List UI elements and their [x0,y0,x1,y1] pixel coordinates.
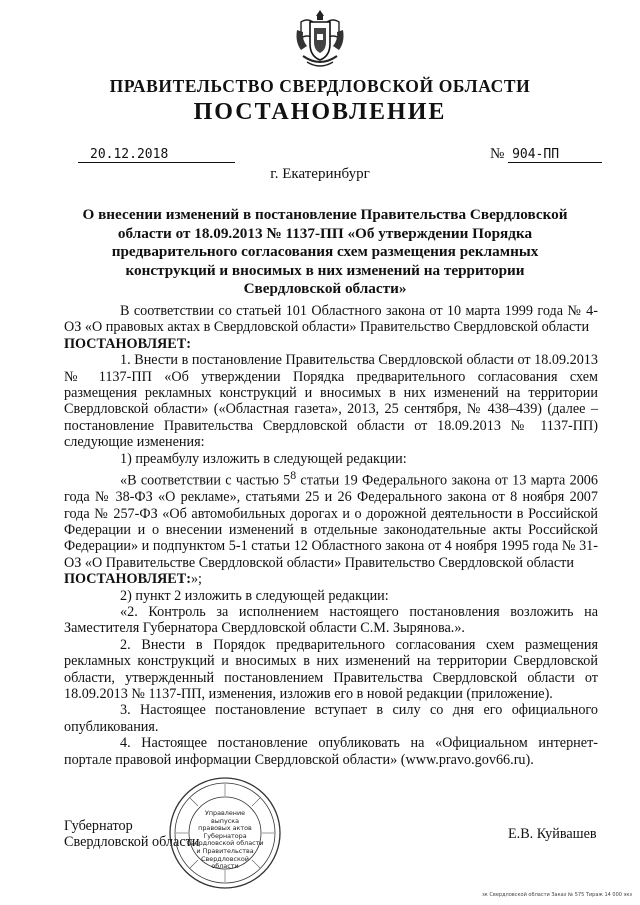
paragraph-2: 2. Внести в Порядок предварительного согласования схем размещения рекламных конструкций и вносимых в них изменений на территории Свердловской области, утвержденный постановлением Правительства Свердловской области от 18.09.2013 № 1137-ПП, изменения, изложив его в новой редакции (приложение). [64,636,598,703]
document-type: ПОСТАНОВЛЕНИЕ [193,99,447,125]
quote-decides [64,571,598,587]
quote-part-b: статьи 19 Федерального закона от 13 марта 2006 года № 38-ФЗ «О рекламе», статьями 25 и 26 Федерального закона от 8 ноября 2007 года № 257-ФЗ «Об автомобильных дорогах и о дорожной деятельности в Российской Федерации и о внесении изменений в отдельные законодательные акты Российской Федерации» и подпунктом 5-1 статьи 12 Областного закона от 4 ноября 1995 года № 31-ОЗ «О Правительстве Свердловской области» Правительство Свердловской области [64,472,598,571]
quote-preamble [64,467,598,571]
quote-control: «2. Контроль за исполнением настоящего постановления возложить на Заместителя Губернатора Свердловской области С.М. Зырянова.». [64,604,598,637]
decides-label: ПОСТАНОВЛЯЕТ: [64,335,191,352]
preamble: В соответствии со статьей 101 Областного закона от 10 марта 1999 года № 4-ОЗ «О правовых актах в Свердловской области» Правительство Свердловской области [64,303,598,336]
document-number [490,146,602,163]
city: г. Екатеринбург [270,166,370,182]
paragraph-4: 4. Настоящее постановление опубликовать на «Официальном интернет-портале правовой информации Свердловской области» (www.pravo.gov66.ru). [64,735,598,768]
quote-decides-tail: »; [190,571,202,588]
print-imprint: зк Свердловской области Заказ № 575 Тираж 14 000 экз [482,892,632,898]
stamp-inner-text: Управление выпуска правовых актов Губернатора Свердловской области и Правительства Свердловской области [186,809,264,871]
paragraph-1: 1. Внести в постановление Правительства Свердловской области от 18.09.2013 № 1137-ПП «Об утверждении Порядка предварительного согласования схем размещения рекламных конструкций и вносимых в них изменений на территории Свердловской области» («Областная газета», 2013, 25 сентября, № 438–439) (далее – постановление Правительства Свердловской области от 18.09.2013 № 1137-ПП) следующие изменения: [64,352,598,451]
quote-superscript: 8 [290,468,297,483]
quote-decides-label: ПОСТАНОВЛЯЕТ: [64,571,191,588]
number-value: 904-ПП [508,147,602,163]
government-title: ПРАВИТЕЛЬСТВО СВЕРДЛОВСКОЙ ОБЛАСТИ [109,76,531,96]
coat-of-arms-icon [293,8,347,72]
document-body [64,303,598,768]
signatory-title-line1: Губернатор [64,818,133,834]
number-sign: № [490,146,505,162]
paragraph-3: 3. Настоящее постановление вступает в силу со дня его официального опубликования. [64,702,598,735]
signatory-name: Е.В. Куйвашев [508,826,597,842]
document-date: 20.12.2018 [78,147,235,163]
subparagraph-1-2: 2) пункт 2 изложить в следующей редакции: [120,587,389,604]
signatory-title-line2: Свердловской области [64,834,200,851]
subparagraph-1-1: 1) преамбулу изложить в следующей редакции: [120,450,407,467]
document-title: О внесении изменений в постановление Правительства Свердловской области от 18.09.2013 № 1137-ПП «Об утверждении Порядка предварительного согласования схем размещения рекламных конструкций и вносимых в них изменений на территории Свердловской области» [82,206,568,297]
quote-part-a: «В соответствии с частью 5 [120,472,291,489]
